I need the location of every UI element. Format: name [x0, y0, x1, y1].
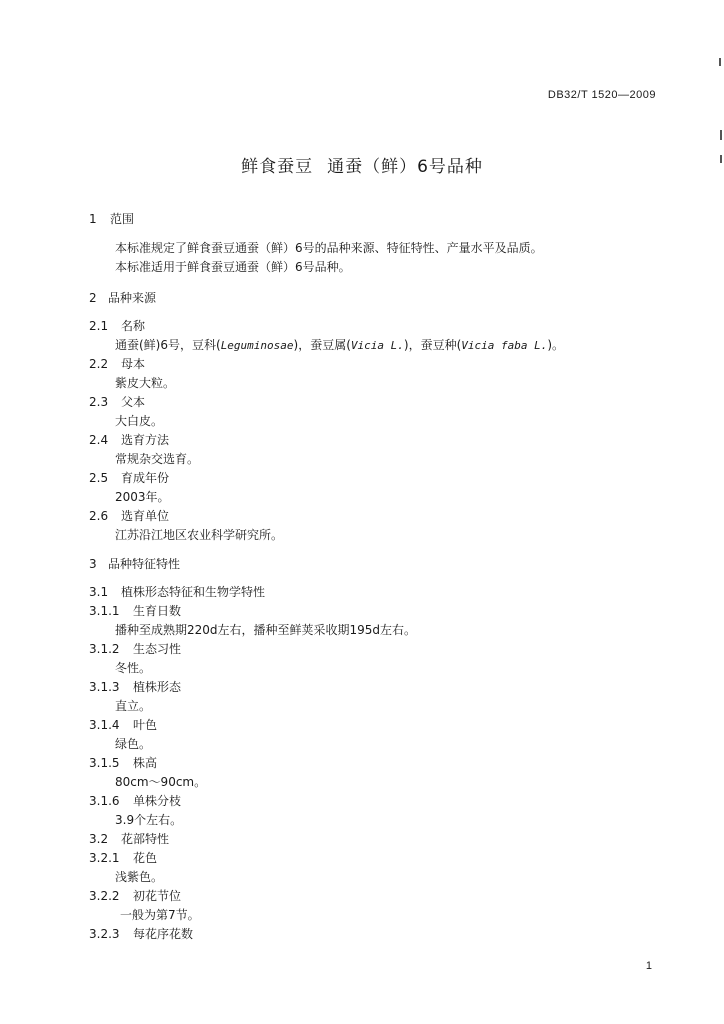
scan-artifact: [719, 58, 721, 66]
section-title: 植株形态特征和生物学特性: [121, 585, 266, 599]
section-number: 2.5: [89, 471, 109, 485]
section-number: 3.1.4: [89, 718, 120, 732]
paragraph-text: 本标准规定了鲜食蚕豆通蚕（鲜）6号的品种来源、特征特性、产量水平及品质。: [115, 241, 543, 255]
section-number: 3.1.2: [89, 642, 120, 656]
section-number: 2.3: [89, 395, 109, 409]
page-number: 1: [645, 960, 652, 972]
section-number: 2: [89, 291, 97, 305]
section-title: 花色: [133, 851, 158, 865]
paragraph-text: 3.9个左右。: [115, 813, 183, 827]
section-number: 3.1.3: [89, 680, 120, 694]
section-number: 3.1.6: [89, 794, 120, 808]
section-number: 2.6: [89, 509, 109, 523]
paragraph-text: 绿色。: [115, 737, 152, 751]
section-title: 育成年份: [121, 471, 170, 485]
paragraph-text: 紫皮大粒。: [115, 376, 176, 390]
section-title: 株高: [133, 756, 158, 770]
paragraph-text: 常规杂交选育。: [115, 452, 200, 466]
section-title: 花部特性: [121, 832, 170, 846]
section-title: 选育单位: [121, 509, 170, 523]
section-title: 初花节位: [133, 889, 182, 903]
section-title: 名称: [121, 319, 146, 333]
section-title: 生态习性: [133, 642, 182, 656]
section-number: 3.2.1: [89, 851, 120, 865]
section-number: 3.2: [89, 832, 109, 846]
section-title: 母本: [121, 357, 146, 371]
paragraph-text: 2003年。: [115, 490, 170, 504]
section-title: 品种特征特性: [108, 557, 181, 571]
section-title: 父本: [121, 395, 146, 409]
standard-code: DB32/T 1520—2009: [547, 89, 656, 101]
paragraph-text: 播种至成熟期220d左右，播种至鲜荚采收期195d左右。: [115, 623, 417, 637]
section-title: 选育方法: [121, 433, 170, 447]
section-title: 植株形态: [133, 680, 182, 694]
paragraph-text: 江苏沿江地区农业科学研究所。: [115, 528, 284, 542]
paragraph-text: 通蚕(鲜)6号，豆科(Leguminosae)，蚕豆属(Vicia L.)，蚕豆种(Vicia faba L.)。: [115, 338, 565, 352]
paragraph-text: 一般为第7节。: [120, 908, 200, 922]
paragraph-text: 本标准适用于鲜食蚕豆通蚕（鲜）6号品种。: [115, 260, 351, 274]
paragraph-text: 大白皮。: [115, 414, 164, 428]
section-number: 3.2.2: [89, 889, 120, 903]
paragraph-text: 直立。: [115, 699, 152, 713]
scan-artifact: [720, 130, 722, 140]
section-number: 2.1: [89, 319, 109, 333]
section-title: 生育日数: [133, 604, 182, 618]
section-number: 3.1: [89, 585, 109, 599]
title-part-2: 通蚕（鲜）6号品种: [327, 157, 483, 177]
section-number: 1: [89, 212, 97, 226]
section-title: 单株分枝: [133, 794, 182, 808]
paragraph-text: 80cm～90cm。: [115, 775, 207, 789]
title-part-1: 鲜食蚕豆: [241, 157, 314, 177]
section-title: 每花序花数: [133, 927, 194, 941]
page-title: [0, 152, 724, 177]
section-number: 3.1.5: [89, 756, 120, 770]
section-number: 2.2: [89, 357, 109, 371]
scan-artifact: [720, 155, 722, 163]
section-title: 范围: [110, 212, 135, 226]
paragraph-text: 浅紫色。: [115, 870, 164, 884]
paragraph-text: 冬性。: [115, 661, 152, 675]
section-number: 3: [89, 557, 97, 571]
section-number: 2.4: [89, 433, 109, 447]
section-title: 叶色: [133, 718, 158, 732]
section-number: 3.1.1: [89, 604, 120, 618]
section-number: 3.2.3: [89, 927, 120, 941]
section-title: 品种来源: [108, 291, 157, 305]
